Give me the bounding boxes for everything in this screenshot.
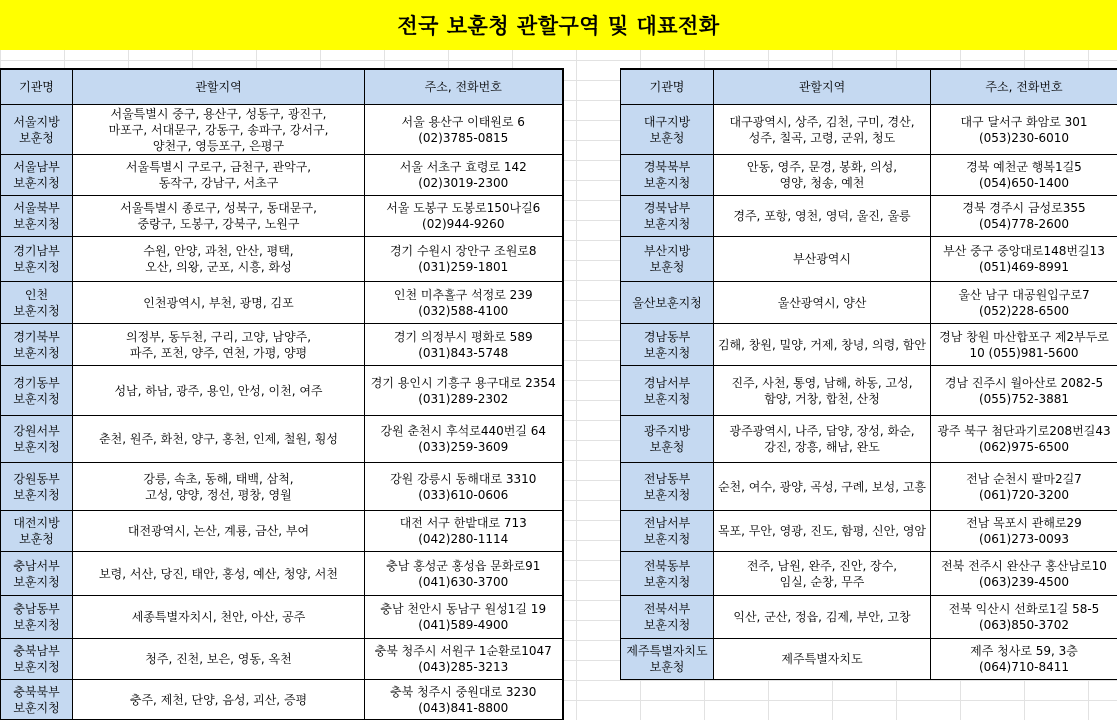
agency-cell: 경기남부 보훈지청: [1, 237, 73, 282]
area-cell: 강릉, 속초, 동해, 태백, 삼척, 고성, 양양, 정선, 평창, 영월: [73, 463, 365, 511]
table-row: [621, 596, 1117, 639]
address-cell: 경남 진주시 월아산로 2082-5 (055)752-3881: [931, 366, 1117, 416]
address-cell: 서울 서초구 효령로 142 (02)3019-2300: [365, 155, 563, 196]
agency-cell: 서울북부 보훈지청: [1, 196, 73, 237]
table-row: [1, 416, 563, 463]
address-cell: 충북 청주시 서원구 1순환로1047 (043)285-3213: [365, 639, 563, 680]
table-row: [1, 196, 563, 237]
address-cell: 전북 전주시 완산구 홍산남로10 (063)239-4500: [931, 552, 1117, 596]
agency-header: 기관명: [1, 69, 73, 105]
right-table: [620, 68, 1117, 680]
address-cell: 전북 익산시 선화로1길 58-5 (063)850-3702: [931, 596, 1117, 639]
area-cell: 익산, 군산, 정읍, 김제, 부안, 고창: [714, 596, 931, 639]
table-row: [621, 511, 1117, 552]
agency-cell: 경남동부 보훈지청: [621, 324, 714, 366]
address-cell: 경북 예천군 행복1길5 (054)650-1400: [931, 155, 1117, 196]
area-header: 관할지역: [73, 69, 365, 105]
agency-cell: 경기동부 보훈지청: [1, 366, 73, 416]
address-cell: 전남 순천시 팔마2길7 (061)720-3200: [931, 463, 1117, 511]
agency-cell: 충남서부 보훈지청: [1, 552, 73, 596]
table-row: [1, 237, 563, 282]
area-cell: 인천광역시, 부천, 광명, 김포: [73, 282, 365, 324]
address-header: 주소, 전화번호: [931, 69, 1117, 105]
agency-cell: 대구지방 보훈청: [621, 105, 714, 155]
table-row: [621, 196, 1117, 237]
area-cell: 서울특별시 중구, 용산구, 성동구, 광진구, 마포구, 서대문구, 강동구, 송파구, 강서구, 양천구, 영등포구, 은평구: [73, 105, 365, 155]
table-row: [1, 324, 563, 366]
address-cell: 충남 천안시 동남구 원성1길 19 (041)589-4900: [365, 596, 563, 639]
address-cell: 대구 달서구 화암로 301 (053)230-6010: [931, 105, 1117, 155]
table-row: [1, 282, 563, 324]
address-cell: 인천 미추홀구 석정로 239 (032)588-4100: [365, 282, 563, 324]
table-row: [621, 237, 1117, 282]
address-cell: 울산 남구 대공원입구로7 (052)228-6500: [931, 282, 1117, 324]
table-row: [621, 324, 1117, 366]
address-cell: 강원 강릉시 동해대로 3310 (033)610-0606: [365, 463, 563, 511]
agency-cell: 인천 보훈지청: [1, 282, 73, 324]
agency-cell: 서울지방 보훈청: [1, 105, 73, 155]
area-cell: 목포, 무안, 영광, 진도, 함평, 신안, 영암: [714, 511, 931, 552]
area-cell: 세종특별자치시, 천안, 아산, 공주: [73, 596, 365, 639]
address-cell: 강원 춘천시 후석로440번길 64 (033)259-3609: [365, 416, 563, 463]
area-cell: 수원, 안양, 과천, 안산, 평택, 오산, 의왕, 군포, 시흥, 화성: [73, 237, 365, 282]
address-cell: 광주 북구 첨단과기로208번길43 (062)975-6500: [931, 416, 1117, 463]
area-cell: 부산광역시: [714, 237, 931, 282]
address-cell: 제주 청사로 59, 3층 (064)710-8411: [931, 639, 1117, 680]
header-row: [1, 69, 563, 105]
agency-cell: 충남동부 보훈지청: [1, 596, 73, 639]
area-cell: 서울특별시 종로구, 성북구, 동대문구, 중랑구, 도봉구, 강북구, 노원구: [73, 196, 365, 237]
agency-cell: 전남서부 보훈지청: [621, 511, 714, 552]
area-cell: 김해, 창원, 밀양, 거제, 창녕, 의령, 함안: [714, 324, 931, 366]
area-cell: 진주, 사천, 통영, 남해, 하동, 고성, 함양, 거창, 합천, 산청: [714, 366, 931, 416]
address-cell: 경남 창원 마산합포구 제2부두로 10 (055)981-5600: [931, 324, 1117, 366]
address-cell: 충북 청주시 중원대로 3230 (043)841-8800: [365, 680, 563, 720]
address-cell: 대전 서구 한밭대로 713 (042)280-1114: [365, 511, 563, 552]
table-row: [1, 680, 563, 720]
table-row: [1, 596, 563, 639]
agency-cell: 강원동부 보훈지청: [1, 463, 73, 511]
address-cell: 서울 용산구 이태원로 6 (02)3785-0815: [365, 105, 563, 155]
area-cell: 충주, 제천, 단양, 음성, 괴산, 증평: [73, 680, 365, 720]
agency-cell: 전북서부 보훈지청: [621, 596, 714, 639]
address-cell: 경북 경주시 금성로355 (054)778-2600: [931, 196, 1117, 237]
area-cell: 제주특별자치도: [714, 639, 931, 680]
table-row: [621, 552, 1117, 596]
agency-cell: 충북남부 보훈지청: [1, 639, 73, 680]
area-cell: 청주, 진천, 보은, 영동, 옥천: [73, 639, 365, 680]
header-row: [621, 69, 1117, 105]
table-row: [1, 105, 563, 155]
table-row: [1, 639, 563, 680]
area-cell: 보령, 서산, 당진, 태안, 홍성, 예산, 청양, 서천: [73, 552, 365, 596]
agency-cell: 광주지방 보훈청: [621, 416, 714, 463]
table-row: [621, 463, 1117, 511]
agency-cell: 서울남부 보훈지청: [1, 155, 73, 196]
address-cell: 경기 의정부시 평화로 589 (031)843-5748: [365, 324, 563, 366]
table-row: [621, 105, 1117, 155]
agency-cell: 경기북부 보훈지청: [1, 324, 73, 366]
area-cell: 대전광역시, 논산, 계룡, 금산, 부여: [73, 511, 365, 552]
area-header: 관할지역: [714, 69, 931, 105]
table-row: [621, 366, 1117, 416]
area-cell: 경주, 포항, 영천, 영덕, 울진, 울릉: [714, 196, 931, 237]
agency-header: 기관명: [621, 69, 714, 105]
area-cell: 서울특별시 구로구, 금천구, 관악구, 동작구, 강남구, 서초구: [73, 155, 365, 196]
area-cell: 순천, 여수, 광양, 곡성, 구례, 보성, 고흥: [714, 463, 931, 511]
address-cell: 전남 목포시 관해로29 (061)273-0093: [931, 511, 1117, 552]
area-cell: 광주광역시, 나주, 담양, 장성, 화순, 강진, 장흥, 해남, 완도: [714, 416, 931, 463]
agency-cell: 울산보훈지청: [621, 282, 714, 324]
agency-cell: 전북동부 보훈지청: [621, 552, 714, 596]
address-cell: 서울 도봉구 도봉로150나길6 (02)944-9260: [365, 196, 563, 237]
agency-cell: 경북남부 보훈지청: [621, 196, 714, 237]
agency-cell: 강원서부 보훈지청: [1, 416, 73, 463]
area-cell: 울산광역시, 양산: [714, 282, 931, 324]
agency-cell: 경남서부 보훈지청: [621, 366, 714, 416]
agency-cell: 부산지방 보훈청: [621, 237, 714, 282]
agency-cell: 전남동부 보훈지청: [621, 463, 714, 511]
address-cell: 부산 중구 중앙대로148번길13 (051)469-8991: [931, 237, 1117, 282]
agency-cell: 경북북부 보훈지청: [621, 155, 714, 196]
table-row: [1, 552, 563, 596]
table-row: [1, 366, 563, 416]
agency-cell: 충북북부 보훈지청: [1, 680, 73, 720]
address-cell: 경기 용인시 기흥구 용구대로 2354 (031)289-2302: [365, 366, 563, 416]
area-cell: 전주, 남원, 완주, 진안, 장수, 임실, 순창, 무주: [714, 552, 931, 596]
table-row: [1, 511, 563, 552]
table-row: [621, 639, 1117, 680]
area-cell: 안동, 영주, 문경, 봉화, 의성, 영양, 청송, 예천: [714, 155, 931, 196]
address-cell: 충남 홍성군 홍성읍 문화로91 (041)630-3700: [365, 552, 563, 596]
address-header: 주소, 전화번호: [365, 69, 563, 105]
table-row: [1, 155, 563, 196]
agency-cell: 제주특별자치도 보훈청: [621, 639, 714, 680]
left-table: [0, 68, 564, 720]
table-row: [621, 155, 1117, 196]
table-row: [1, 463, 563, 511]
area-cell: 춘천, 원주, 화천, 양구, 홍천, 인제, 철원, 횡성: [73, 416, 365, 463]
area-cell: 대구광역시, 상주, 김천, 구미, 경산, 성주, 칠곡, 고령, 군위, 청도: [714, 105, 931, 155]
table-row: [621, 282, 1117, 324]
area-cell: 의정부, 동두천, 구리, 고양, 남양주, 파주, 포천, 양주, 연천, 가평, 양평: [73, 324, 365, 366]
agency-cell: 대전지방 보훈청: [1, 511, 73, 552]
area-cell: 성남, 하남, 광주, 용인, 안성, 이천, 여주: [73, 366, 365, 416]
table-row: [621, 416, 1117, 463]
address-cell: 경기 수원시 장안구 조원로8 (031)259-1801: [365, 237, 563, 282]
page-title: 전국 보훈청 관할구역 및 대표전화: [0, 0, 1117, 50]
